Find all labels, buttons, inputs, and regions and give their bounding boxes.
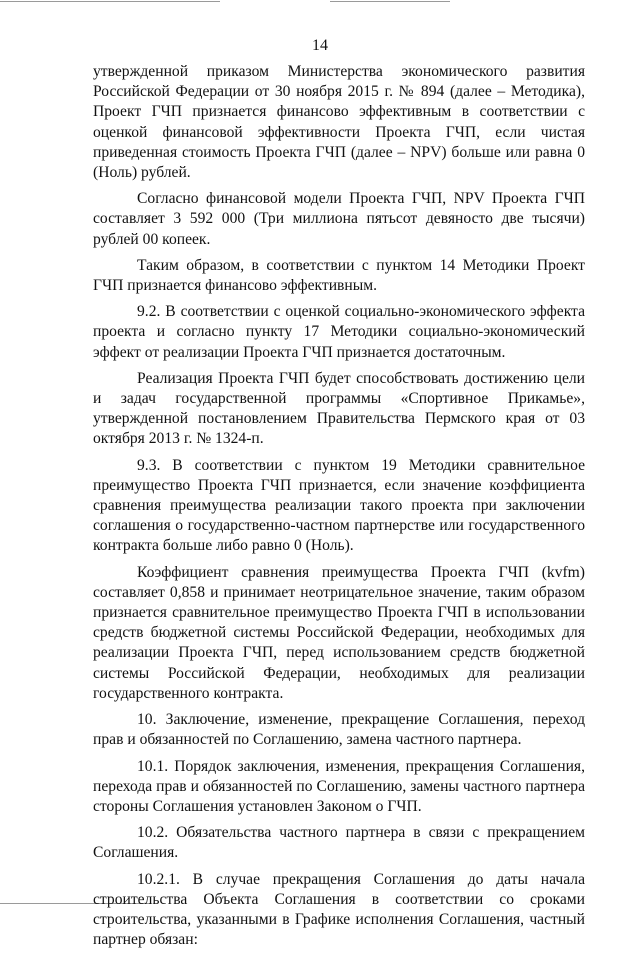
scan-edge-line xyxy=(330,1,450,2)
paragraph: Реализация Проекта ГЧП будет способствовать достижению цели и задач государственной программы «Спортивное Прикамье», утвержденной постановлением Правительства Пермского края от 03 октября 2013 г. № 1324-п. xyxy=(93,369,585,448)
document-body xyxy=(93,62,585,956)
paragraph: 10.2.1. В случае прекращения Соглашения до даты начала строительства Объекта Соглашения в соответствии со сроками строительства, указанными в Графике исполнения Соглашения, частный партнер обязан: xyxy=(93,870,585,949)
paragraph: Коэффициент сравнения преимущества Проекта ГЧП (kvfm) составляет 0,858 и принимает неотрицательное значение, таким образом признается сравнительное преимущество Проекта ГЧП в использовании средств бюджетной системы Российской Федерации, необходимых для реализации Проекта ГЧП, перед использованием средств бюджетной системы Российской Федерации, необходимых для реализации государственного контракта. xyxy=(93,563,585,702)
paragraph: утвержденной приказом Министерства экономического развития Российской Федерации от 30 ноября 2015 г. № 894 (далее – Методика), Проект ГЧП признается финансово эффективным в соответствии с оценкой финансовой эффективности Проекта ГЧП, если чистая приведенная стоимость Проекта ГЧП (далее – NPV) больше или равна 0 (Ноль) рублей. xyxy=(93,63,585,182)
scan-edge-line xyxy=(0,1,220,2)
paragraph: 9.2. В соответствии с оценкой социально-экономического эффекта проекта и согласно пункту 17 Методики социально-экономический эффект от реализации Проекта ГЧП признается достаточным. xyxy=(93,303,585,361)
paragraph: 10.2. Обязательства частного партнера в связи с прекращением Соглашения. xyxy=(93,824,585,862)
page-number: 14 xyxy=(312,37,328,54)
paragraph: 10.1. Порядок заключения, изменения, прекращения Соглашения, перехода прав и обязанностей по Соглашению, замены частного партнера стороны Соглашения установлен Законом о ГЧП. xyxy=(93,757,585,815)
paragraph: Согласно финансовой модели Проекта ГЧП, NPV Проекта ГЧП составляет 3 592 000 (Три миллиона пятьсот девяносто две тысячи) рублей 00 копеек. xyxy=(93,190,585,248)
paragraph: Таким образом, в соответствии с пунктом 14 Методики Проект ГЧП признается финансово эффективным. xyxy=(93,256,585,295)
section-heading: 10. Заключение, изменение, прекращение Соглашения, переход прав и обязанностей по Соглашению, замена частного партнера. xyxy=(93,711,585,749)
paragraph: 9.3. В соответствии с пунктом 19 Методики сравнительное преимущество Проекта ГЧП признается, если значение коэффициента сравнения преимущества реализации такого проекта при заключении соглашения о государственно-частном партнерстве или государственного контракта больше либо равно 0 (Ноль). xyxy=(93,456,585,555)
